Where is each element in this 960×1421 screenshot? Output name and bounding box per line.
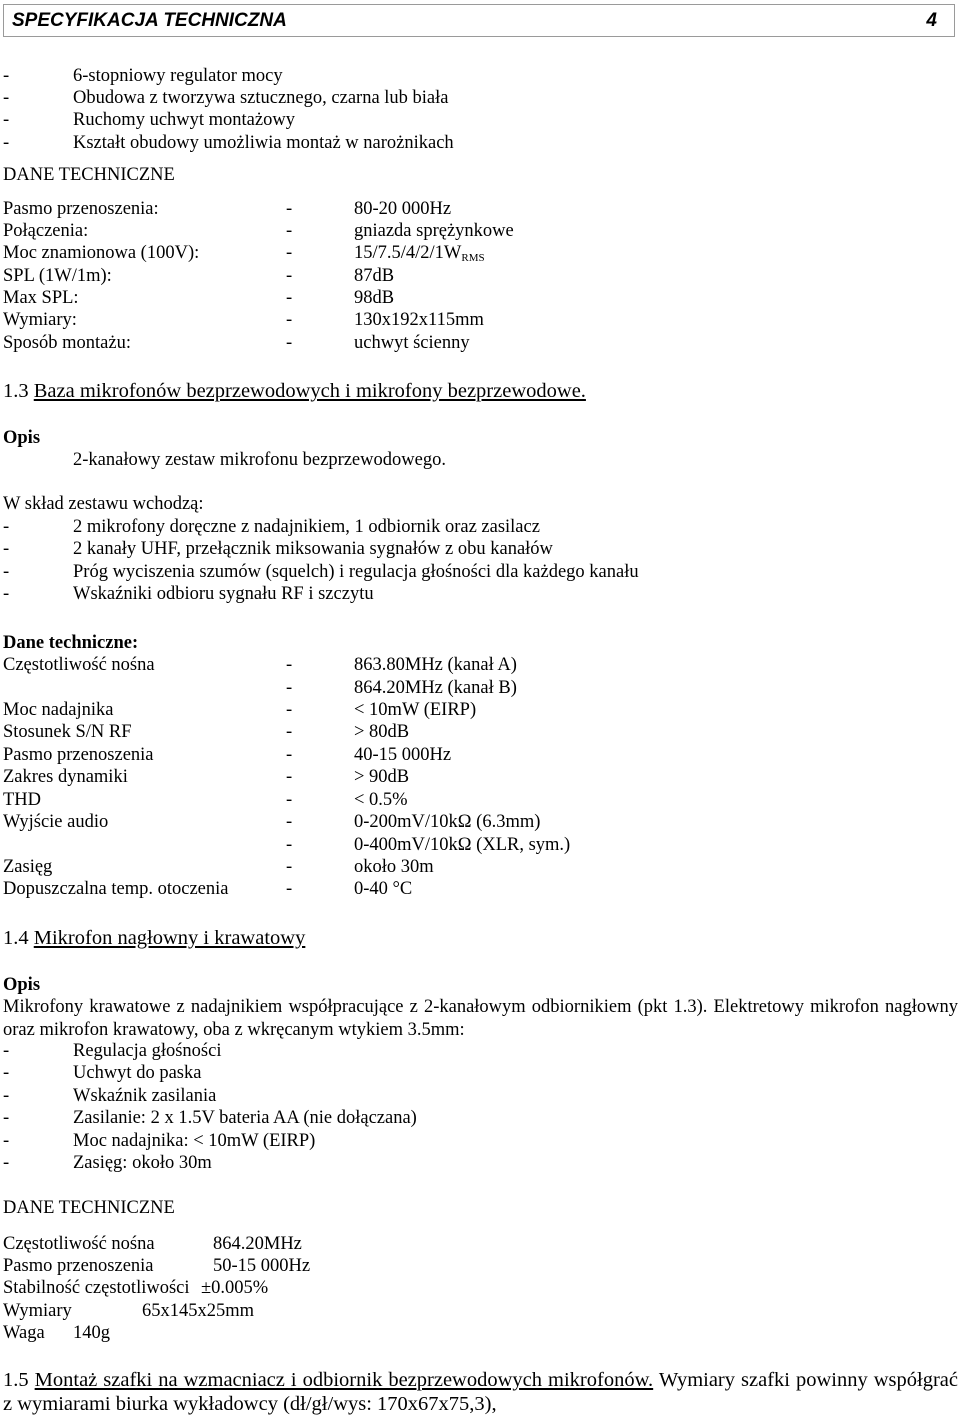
spec-label: Sposób montażu: [3,333,131,353]
section-title [0,378,960,404]
section-title-text: Montaż szafki na wzmacniacz i odbiornik bezprzewodowych mikrofonów. [34,1369,654,1391]
spec-row: Sposób montażu: - uchwyt ścienny [3,333,470,353]
spec-row: Max SPL: - 98dB [3,288,395,308]
spec-row [0,1300,960,1322]
spec-value: 140g [73,1323,110,1343]
section-title-text: Baza mikrofonów bezprzewodowych i mikrofony bezprzewodowe. [33,380,586,402]
spec-value: 0-400mV/10kΩ (XLR, sym.) [354,835,571,855]
list-item: - Moc nadajnika: < 10mW (EIRP) [3,1131,316,1151]
section-number: 1.5 [3,1369,29,1391]
spec-value: około 30m [354,857,434,877]
spec-label: Max SPL: [3,288,79,308]
spec-row: Moc nadajnika - < 10mW (EIRP) [3,700,477,720]
list-item: - Wskaźnik zasilania [3,1086,217,1106]
spec-label: Moc znamionowa (100V): [3,243,200,263]
spec-row: Stosunek S/N RF - > 80dB [3,722,410,742]
spec-label: Wymiary: [3,310,77,330]
spec-value: 98dB [354,288,395,308]
spec-row: Dopuszczalna temp. otoczenia - 0-40 °C [3,879,413,899]
spec-label: Pasmo przenoszenia [3,1256,154,1276]
spec-row [0,1233,960,1255]
spec-label: THD [3,790,42,810]
spec-label: Dopuszczalna temp. otoczenia [3,879,229,899]
spec-value: 863.80MHz (kanał A) [354,655,517,675]
list-item: - Zasilanie: 2 x 1.5V bateria AA (nie dołączana) [3,1108,417,1128]
spec-value: 87dB [354,266,395,286]
spec-value: 0-40 °C [354,879,413,899]
spec-value: > 80dB [354,722,410,742]
opis-heading: Opis [3,428,41,448]
spec-value: $15/7.5/4/2/1W_{RMS}$ [354,243,485,264]
spec-value: < 0.5% [354,790,408,810]
list-item: - 2 mikrofony doręczne z nadajnikiem, 1 odbiornik oraz zasilacz [3,517,540,537]
list-item: - 6-stopniowy regulator mocy [3,66,283,86]
spec-value: 80-20 000Hz [354,199,452,219]
list-item: - Zasięg: około 30m [3,1153,212,1173]
spec-label: Stosunek S/N RF [3,722,132,742]
spec-row: Pasmo przenoszenia - 40-15 000Hz [3,745,452,765]
spec-row: - 0-400mV/10kΩ (XLR, sym.) [286,835,571,855]
spec-value: < 10mW (EIRP) [354,700,477,720]
spec-heading: Dane techniczne: [3,633,139,653]
spec-label: SPL (1W/1m): [3,266,112,286]
spec-value: 40-15 000Hz [354,745,452,765]
spec-row: SPL (1W/1m): - 87dB [3,266,395,286]
list-item: - Wskaźniki odbioru sygnału RF i szczytu [3,584,374,604]
spec-value: 864.20MHz (kanał B) [354,678,517,698]
spec-value: 864.20MHz [213,1234,302,1254]
section-title [0,925,960,951]
section-heading: DANE TECHNICZNE [3,1198,175,1218]
list-item: - Regulacja głośności [3,1041,222,1061]
spec-label: Wymiary [3,1301,72,1321]
list-item: - 2 kanały UHF, przełącznik miksowania sygnałów z obu kanałów [3,539,553,559]
spec-label: Zasięg [3,857,53,877]
list-item: - Ruchomy uchwyt montażowy [3,110,295,130]
section-number: 1.4 [3,927,29,949]
spec-label: Pasmo przenoszenia: [3,199,159,219]
set-intro: W skład zestawu wchodzą: [3,494,204,514]
spec-row: Moc znamionowa (100V): - $15/7.5/4/2/1W_{RMS}$ [3,243,485,264]
spec-value: 130x192x115mm [354,310,484,330]
section-body: Wymiary szafki powinny współgrać z wymiarami biurka wykładowcy (dł/gł/wys: 170x67x75,3), [3,1369,958,1415]
list-item: - Próg wyciszenia szumów (squelch) i regulacja głośności dla każdego kanału [3,562,639,582]
spec-label: Moc nadajnika [3,700,114,720]
spec-row: Zasięg - około 30m [3,857,434,877]
spec-label: Zakres dynamiki [3,767,128,787]
page-number: 4 [926,10,937,31]
list-item: - Uchwyt do paska [3,1063,202,1083]
section-title-text: Mikrofon nagłowny i krawatowy [33,927,306,949]
spec-row: Częstotliwość nośna - 863.80MHz (kanał A) [3,655,517,675]
spec-label: Pasmo przenoszenia [3,745,154,765]
spec-label: Stabilność częstotliwości [3,1278,190,1298]
spec-row: Pasmo przenoszenia: - 80-20 000Hz [3,199,452,219]
opis-heading: Opis [3,975,41,995]
spec-row [0,1277,960,1299]
page-header-title: SPECYFIKACJA TECHNICZNA [12,10,287,31]
spec-label: Częstotliwość nośna [3,655,155,675]
spec-label: Połączenia: [3,221,89,241]
list-item: - Obudowa z tworzywa sztucznego, czarna lub biała [3,88,449,108]
spec-row: - 864.20MHz (kanał B) [286,678,517,698]
spec-value: 50-15 000Hz [213,1256,311,1276]
paragraph: Mikrofony krawatowe z nadajnikiem współpracujące z 2-kanałowym odbiornikiem (pkt 1.3). Elektretowy mikrofon nagłowny oraz mikrofon krawatowy, oba z wkręcanym wtykiem 3.5mm: [3,997,958,1040]
section-title [3,1368,958,1416]
spec-row: Wyjście audio - 0-200mV/10kΩ (6.3mm) [3,812,541,832]
spec-label: Wyjście audio [3,812,109,832]
description: 2-kanałowy zestaw mikrofonu bezprzewodowego. [73,450,446,470]
spec-row: THD - < 0.5% [3,790,408,810]
spec-value: 0-200mV/10kΩ (6.3mm) [354,812,541,832]
spec-value: uchwyt ścienny [354,333,470,353]
spec-row: Połączenia: - gniazda sprężynkowe [3,221,514,241]
spec-row [0,1322,960,1344]
spec-value: > 90dB [354,767,410,787]
spec-value: 65x145x25mm [142,1301,255,1321]
page-header [3,4,955,37]
section-number: 1.3 [3,380,29,402]
spec-row [0,1255,960,1277]
list-item: - Kształt obudowy umożliwia montaż w narożnikach [3,133,454,153]
spec-row: Zakres dynamiki - > 90dB [3,767,410,787]
spec-value: gniazda sprężynkowe [354,221,514,241]
section-heading: DANE TECHNICZNE [3,165,175,185]
spec-label: Waga [3,1323,45,1343]
spec-value: ±0.005% [201,1278,269,1298]
subscript: RMS [461,252,485,264]
spec-label: Częstotliwość nośna [3,1234,155,1254]
spec-row: Wymiary: - 130x192x115mm [3,310,484,330]
